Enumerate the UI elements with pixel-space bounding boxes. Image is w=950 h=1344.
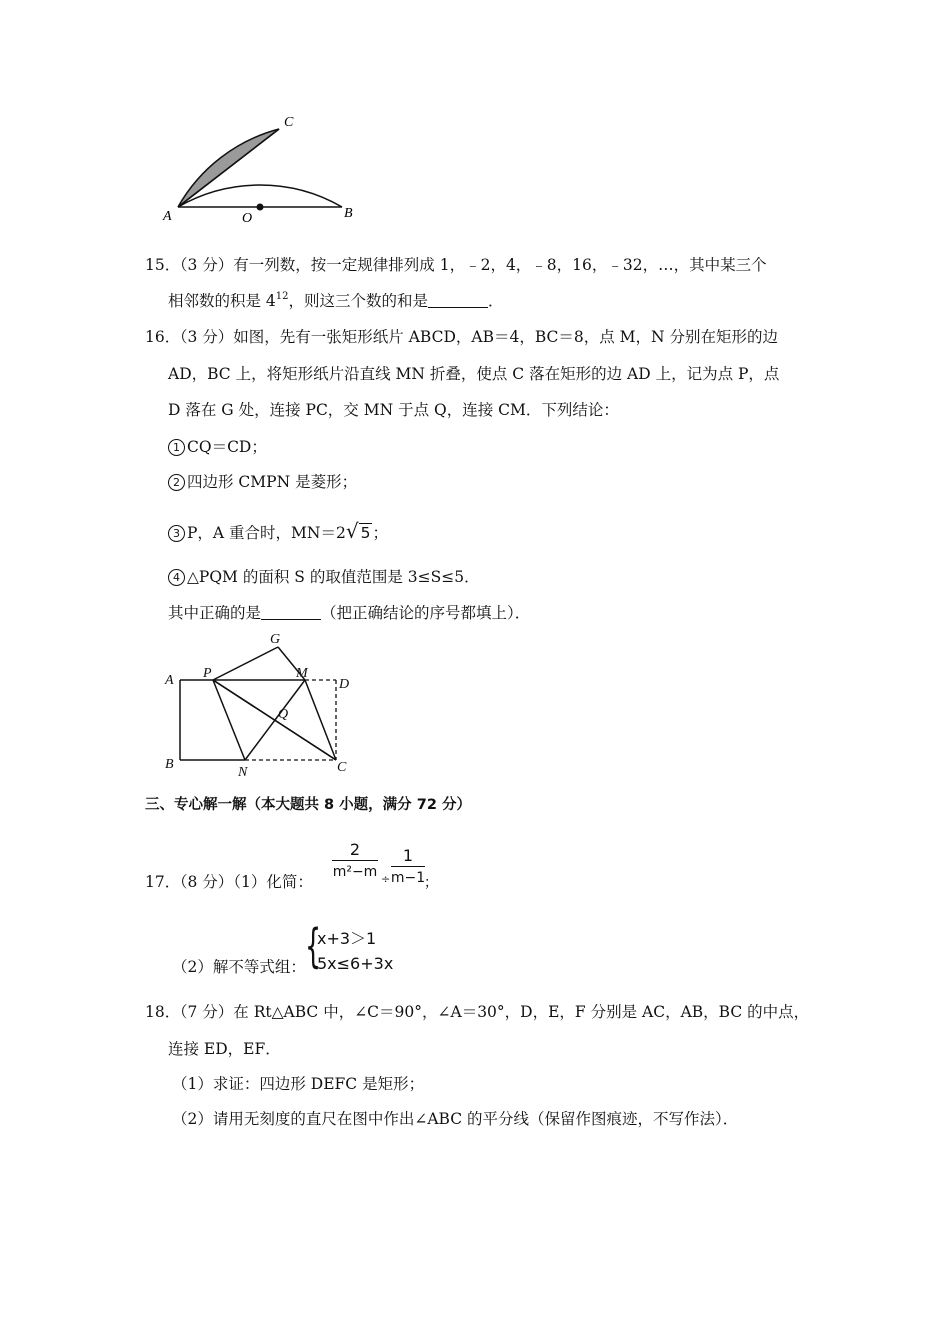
q16-c4-text: △PQM 的面积 S 的取值范围是 3≤S≤5．: [187, 568, 480, 586]
q15-text-c: ．: [488, 292, 504, 310]
q16-c1-text: CQ＝CD；: [187, 438, 267, 456]
q18-line1: （7 分）在 Rt△ABC 中，∠C＝90°，∠A＝30°，D，E，F 分别是 AC，AB，BC 的中点，: [172, 1003, 810, 1021]
segment-pc: [213, 680, 336, 760]
circled-number-3: 3: [168, 525, 185, 542]
q17-expression: [330, 840, 440, 890]
q16-tail: [168, 603, 530, 623]
q17-number: 17．: [145, 873, 181, 891]
label-a2: A: [165, 673, 174, 688]
q18-line4: （2）请用无刻度的直尺在图中作出∠ABC 的平分线（保留作图痕迹，不写作法）．: [172, 1110, 739, 1128]
label-a: A: [163, 209, 172, 224]
q18-line2: 连接 ED，EF．: [168, 1040, 281, 1058]
q16-c2-text: 四边形 CMPN 是菱形；: [187, 473, 358, 491]
expression-end: ；: [424, 875, 438, 891]
segment-pn: [213, 680, 245, 760]
label-d: D: [339, 677, 350, 692]
q15-text-b: ，则这三个数的和是: [288, 292, 429, 310]
frac1-denominator: m²−m: [332, 864, 378, 880]
section-3-heading: 三、专心解一解（本大题共 8 小题，满分 72 分）: [145, 797, 471, 813]
label-b: B: [344, 206, 353, 221]
inequality-2: 5x≤6+3x: [317, 954, 394, 973]
shaded-segment: [178, 129, 279, 207]
segment-pg: [213, 647, 278, 680]
circled-number-2: 2: [168, 474, 185, 491]
frac2-denominator: m−1: [390, 870, 426, 886]
q16-tail-a: 其中正确的是: [168, 604, 262, 622]
label-b2: B: [165, 757, 174, 772]
q15-number: 15．: [145, 256, 181, 274]
segment-mc: [305, 680, 336, 760]
label-q: Q: [278, 707, 289, 722]
division-sign: ÷: [381, 873, 391, 886]
inequality-system: [305, 919, 425, 978]
system-brace: {: [305, 919, 322, 973]
sqrt-radicand: 5: [360, 524, 371, 542]
q15-exponent: 12: [275, 291, 289, 302]
q15-line1: （3 分）有一列数，按一定规律排列成 1，﹣2，4，﹣8，16，﹣32，…，其中某三个: [172, 256, 767, 274]
label-c2: C: [337, 760, 347, 775]
q16-line3: D 落在 G 处，连接 PC，交 MN 于点 Q，连接 CM．下列结论：: [168, 401, 619, 419]
sqrt-symbol: √: [345, 519, 359, 543]
q15-answer-blank[interactable]: [428, 291, 488, 308]
q16-c3-text: P，A 重合时，MN＝2: [187, 524, 346, 542]
q16-conclusion-4: [168, 567, 480, 587]
label-p: P: [203, 666, 212, 681]
segment-nq-ext: [213, 680, 336, 760]
q15-text-a: 相邻数的积是 4: [168, 292, 276, 310]
q16-conclusion-1: [168, 437, 267, 457]
circled-number-1: 1: [168, 439, 185, 456]
q16-line2: AD，BC 上，将矩形纸片沿直线 MN 折叠，使点 C 落在矩形的边 AD 上，记为点 P，点: [168, 365, 780, 383]
label-c: C: [284, 115, 294, 130]
segment-nm: [245, 680, 305, 760]
q18-number: 18．: [145, 1003, 181, 1021]
q16-tail-b: （把正确结论的序号都填上）．: [321, 604, 531, 622]
frac1-bar: [332, 860, 378, 861]
center-point-o: [257, 204, 264, 211]
chord-ac: [178, 129, 279, 207]
semicircle-arc: [178, 185, 342, 207]
q16-conclusion-2: [168, 472, 357, 492]
q15-line2: [168, 291, 504, 311]
q17-line2: （2）解不等式组：: [172, 958, 306, 976]
label-m: M: [296, 666, 308, 681]
frac2-bar: [391, 866, 425, 867]
label-o: O: [242, 211, 253, 226]
frac2-numerator: 1: [402, 846, 414, 865]
q17-line1: （8 分）（1）化简：: [172, 873, 313, 891]
q16-conclusion-3: [168, 521, 388, 543]
q18-line3: （1）求证：四边形 DEFC 是矩形；: [172, 1075, 425, 1093]
q16-number: 16．: [145, 328, 181, 346]
q16-c3-end: ；: [372, 524, 388, 542]
inequality-1: x+3＞1: [317, 929, 377, 948]
frac1-numerator: 2: [349, 840, 361, 859]
q16-answer-blank[interactable]: [261, 603, 321, 620]
label-n: N: [238, 765, 248, 780]
segment-gm: [278, 647, 305, 680]
q16-line1: （3 分）如图，先有一张矩形纸片 ABCD，AB＝4，BC＝8，点 M，N 分别在矩形的边: [172, 328, 779, 346]
circled-number-4: 4: [168, 569, 185, 586]
label-g: G: [270, 632, 281, 647]
